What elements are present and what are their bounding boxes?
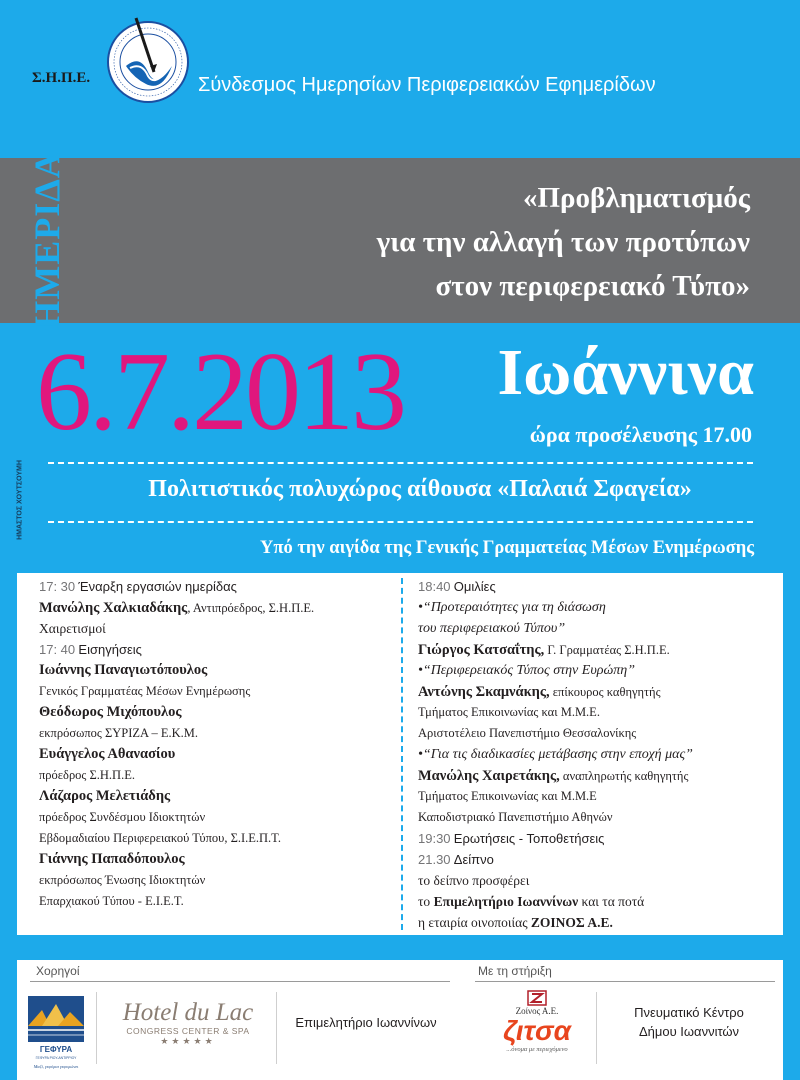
chamber-name: Επιμελητήριο Ιωαννίνων	[433, 894, 579, 909]
hotel-name: Hotel du Lac	[122, 999, 254, 1026]
talk-topic: •“Περιφερειακός Τύπος στην Ευρώπη”	[418, 663, 635, 678]
logo-acronym: Σ.Η.Π.Ε.	[32, 70, 91, 86]
speaker-name: Γιάννης Παπαδόπουλος	[39, 851, 185, 867]
speaker-role: Αριστοτέλειο Πανεπιστήμιο Θεσσαλονίκης	[418, 726, 637, 740]
speaker-role: Καποδιστριακό Πανεπιστήμιο Αθηνών	[418, 810, 613, 824]
event-title-line: «Προβληματισμός	[522, 182, 750, 214]
sponsor-separator	[96, 992, 97, 1064]
program-line: Χαιρετισμοί	[39, 621, 106, 636]
sponsor-separator	[276, 992, 277, 1064]
program-time: 18:40	[418, 579, 451, 594]
program-line	[418, 681, 788, 702]
talk-topic: •“Για τις διαδικασίες μετάβασης στην εποχή μας”	[418, 747, 693, 762]
event-type-label: ΗΜΕΡΙΔΑ	[27, 151, 67, 329]
arrival-time: ώρα προσέλευσης 17.00	[529, 422, 752, 447]
program-time: 19:30	[418, 831, 451, 846]
speaker-name: Αντώνης Σκαμνάκης,	[418, 684, 550, 700]
event-city: Ιωάννινα	[497, 336, 754, 409]
program-line: το δείπνο προσφέρει	[418, 873, 530, 888]
program-heading: Ερωτήσεις - Τοποθετήσεις	[453, 831, 605, 846]
program-column-right	[418, 576, 788, 933]
speaker-role: , Αντιπρόεδρος, Σ.Η.Π.Ε.	[187, 601, 315, 615]
program-heading: Έναρξη εργασιών ημερίδας	[78, 579, 237, 594]
gefyra-name: ΓΕΦΥΡΑ	[39, 1045, 73, 1054]
event-date: 6.7.2013	[36, 330, 404, 454]
speaker-name: Μανώλης Χαλκιαδάκης	[39, 600, 188, 616]
speaker-role: πρόεδρος Σ.Η.Π.Ε.	[39, 768, 135, 782]
sponsors-title: Χορηγοί	[36, 964, 80, 978]
event-title-line: στον περιφερειακό Τύπο»	[435, 270, 750, 302]
organization-name: Σύνδεσμος Ημερησίων Περιφερειακών Εφημερίδων	[198, 74, 656, 96]
program-line	[39, 576, 399, 597]
hotel-du-lac-logo	[106, 1000, 270, 1050]
hotel-subtitle: CONGRESS CENTER & SPA	[126, 1026, 250, 1036]
speaker-name: Ευάγγελος Αθανασίου	[39, 746, 176, 762]
text-fragment: το	[418, 894, 434, 909]
program-time: 17: 30	[39, 579, 76, 594]
sponsors-rule	[30, 981, 450, 982]
speaker-role: Τμήματος Επικοινωνίας και Μ.Μ.Ε.	[418, 705, 600, 719]
program-heading: Εισηγήσεις	[78, 642, 142, 657]
speaker-name: Μανώλης Χαιρετάκης,	[418, 768, 560, 784]
program-line	[418, 828, 788, 849]
program-time: 21.30	[418, 852, 451, 867]
text-fragment: η εταιρία οινοποιίας	[418, 915, 531, 930]
support-title: Με τη στήριξη	[478, 964, 552, 978]
gefyra-tagline: Μαζί, γεφύρια γεφυρώνει	[33, 1064, 79, 1069]
design-credit	[10, 455, 30, 545]
speaker-role: επίκουρος καθηγητής	[549, 685, 661, 699]
text-fragment: και τα ποτά	[578, 894, 645, 909]
speaker-name: Θεόδωρος Μιχόπουλος	[39, 704, 182, 720]
program-column-left	[39, 576, 399, 912]
program-line	[39, 597, 399, 618]
zoinos-label: Ζοίνος Α.Ε.	[515, 1006, 559, 1016]
speaker-role: Εβδομαδιαίου Περιφερειακού Τύπου, Σ.Ι.Ε.Π.Τ.	[39, 831, 282, 845]
speaker-name: Ιωάννης Παναγιωτόπουλος	[39, 662, 208, 678]
gefyra-logo	[22, 992, 90, 1072]
support-separator	[596, 992, 597, 1064]
speaker-role: Γ. Γραμματέας Σ.Η.Π.Ε.	[544, 643, 670, 657]
speaker-name: Λάζαρος Μελετιάδης	[39, 788, 171, 804]
program-heading: Δείπνο	[453, 852, 494, 867]
program-divider	[401, 578, 403, 930]
event-auspices: Υπό την αιγίδα της Γενικής Γραμματείας Μέσων Ενημέρωσης	[260, 538, 754, 558]
chamber-logo-text: Επιμελητήριο Ιωαννίνων	[295, 1015, 437, 1030]
event-title	[110, 176, 750, 308]
dashed-divider	[48, 462, 753, 464]
speaker-name: Γιώργος Κατσαΐτης,	[418, 642, 545, 658]
speaker-role: εκπρόσωπος Ένωσης Ιδιοκτητών	[39, 873, 206, 887]
program-line	[418, 576, 788, 597]
speaker-role: Τμήματος Επικοινωνίας και Μ.Μ.Ε	[418, 789, 597, 803]
program-line	[418, 891, 788, 912]
program-heading: Ομιλίες	[453, 579, 496, 594]
cultural-center-line: Πνευματικό Κέντρο	[634, 1005, 744, 1020]
cultural-center	[604, 1003, 774, 1041]
dashed-divider	[48, 521, 753, 523]
winery-name: ΖΟΙΝΟΣ Α.Ε.	[530, 915, 613, 930]
speaker-role: πρόεδρος Συνδέσμου Ιδιοκτητών	[39, 810, 206, 824]
zitsa-logo	[487, 990, 587, 1070]
zoinos-icon	[527, 990, 547, 1006]
event-venue: Πολιτιστικός πολυχώρος αίθουσα «Παλαιά Σφαγεία»	[148, 476, 692, 502]
talk-topic: •“Προτεραιότητες για τη διάσωση	[418, 600, 606, 615]
program-line	[418, 639, 788, 660]
design-credit-text: ΗΜΑΣΤΟΣ ΧΟΥΤΣΟΥΜΗ	[16, 460, 24, 540]
program-line	[418, 765, 788, 786]
program-line	[39, 639, 399, 660]
speaker-role: αναπληρωτής καθηγητής	[559, 769, 689, 783]
event-type-vertical	[22, 151, 72, 329]
zitsa-tagline: ...όνομα με περιεχόμενο	[506, 1046, 568, 1053]
speaker-role: Γενικός Γραμματέας Μέσων Ενημέρωσης	[39, 684, 251, 698]
sipe-logo	[100, 14, 196, 110]
program-line	[418, 849, 788, 870]
gefyra-subtitle: ΓΕΦΥΡΑ ΡΙΟΥ-ΑΝΤΙΡΡΙΟΥ	[35, 1056, 77, 1060]
program-line	[418, 912, 788, 933]
hotel-stars: ★★★★★	[160, 1036, 216, 1046]
zitsa-wordmark: ζιτσα	[503, 1015, 571, 1046]
speaker-role: εκπρόσωπος ΣΥΡΙΖΑ – Ε.Κ.Μ.	[39, 726, 198, 740]
speaker-role: Επαρχιακού Τύπου - Ε.Ι.Ε.Τ.	[39, 894, 184, 908]
support-rule	[475, 981, 775, 982]
cultural-center-line: Δήμου Ιωαννιτών	[638, 1024, 740, 1039]
program-time: 17: 40	[39, 642, 76, 657]
event-title-line: για την αλλαγή των προτύπων	[376, 226, 750, 258]
talk-topic: του περιφερειακού Τύπου”	[418, 621, 566, 636]
